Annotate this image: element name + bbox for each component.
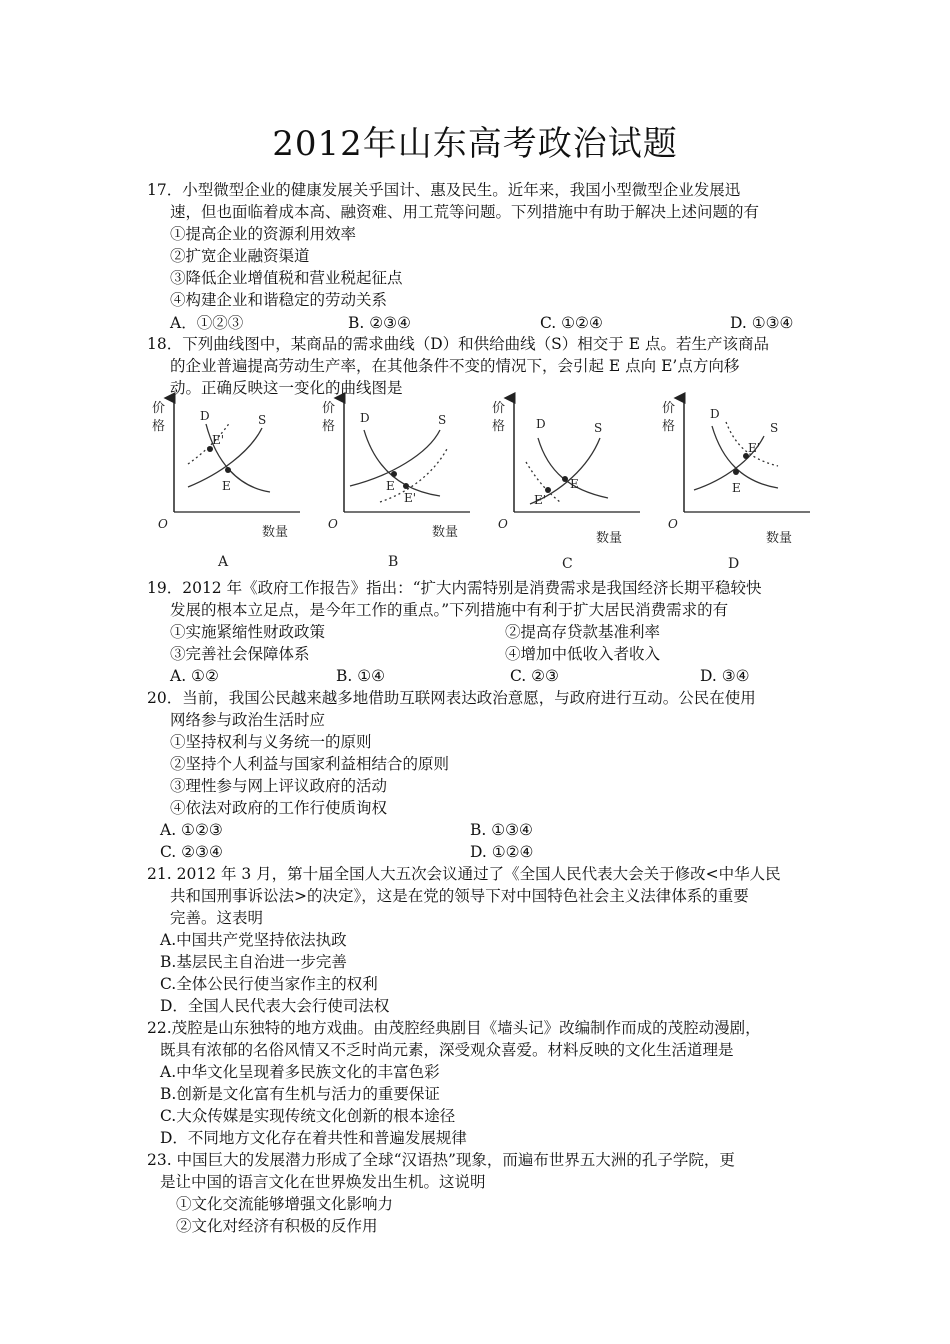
point-e bbox=[391, 471, 397, 477]
point-e-label: E bbox=[386, 479, 395, 493]
option-d: D. ①②④ bbox=[470, 843, 534, 861]
option-b: B.基层民主自治进一步完善 bbox=[160, 953, 347, 971]
statement-item: ①坚持权利与义务统一的原则 bbox=[170, 733, 372, 751]
option-a: A.中华文化呈现着多民族文化的丰富色彩 bbox=[160, 1063, 440, 1081]
statement-item: ②文化对经济有积极的反作用 bbox=[176, 1217, 378, 1235]
question-text: 18．下列曲线图中，某商品的需求曲线（D）和供给曲线（S）相交于 E 点。若生产该商品 bbox=[147, 335, 769, 353]
option-d: D. ①③④ bbox=[730, 314, 794, 332]
point-e bbox=[225, 467, 231, 473]
panel-label: C bbox=[562, 556, 573, 572]
statement-item: ②坚持个人利益与国家利益相结合的原则 bbox=[170, 755, 450, 773]
option-a: A．①②③ bbox=[170, 314, 244, 332]
option-b: B.创新是文化富有生机与活力的重要保证 bbox=[160, 1085, 440, 1103]
statement-item: ②提高存贷款基准利率 bbox=[505, 623, 661, 641]
option-c: C. ①②④ bbox=[540, 314, 603, 332]
price-label: 价 bbox=[152, 401, 166, 416]
statement-item: ③完善社会保障体系 bbox=[170, 645, 310, 663]
origin-label: O bbox=[158, 517, 168, 531]
graph-d bbox=[662, 398, 810, 572]
price-label: 价 bbox=[662, 401, 676, 416]
price-label: 价 bbox=[492, 401, 506, 416]
demand-label: D bbox=[200, 409, 210, 423]
point-e-prime-label: E' bbox=[748, 441, 761, 455]
price-label: 价 bbox=[322, 401, 336, 416]
panel-label: D bbox=[728, 556, 740, 572]
quantity-label: 数量 bbox=[766, 531, 793, 546]
point-e bbox=[562, 476, 568, 482]
option-c: C.大众传媒是实现传统文化创新的根本途径 bbox=[160, 1107, 456, 1125]
page-title: 2012年山东高考政治试题 bbox=[272, 124, 678, 164]
point-e-prime-label: E' bbox=[534, 493, 547, 507]
panel-label: B bbox=[388, 554, 399, 570]
origin-label: O bbox=[498, 517, 508, 531]
demand-curve bbox=[364, 430, 440, 496]
point-e-label: E bbox=[570, 477, 579, 491]
option-a: A.中国共产党坚持依法执政 bbox=[160, 931, 347, 949]
point-e-prime bbox=[403, 483, 409, 489]
question-text: 19．2012 年《政府工作报告》指出：“扩大内需特别是消费需求是我国经济长期平稳较快 bbox=[147, 579, 762, 597]
quantity-label: 数量 bbox=[596, 531, 623, 546]
quantity-label: 数量 bbox=[432, 525, 459, 540]
statement-item: ④构建企业和谐稳定的劳动关系 bbox=[170, 291, 388, 309]
question-text: 17．小型微型企业的健康发展关乎国计、惠及民生。近年来，我国小型微型企业发展迅 bbox=[147, 181, 741, 199]
price-label: 格 bbox=[492, 419, 506, 434]
quantity-label: 数量 bbox=[262, 525, 289, 540]
question-text: 21. 2012 年 3 月，第十届全国人大五次会议通过了《全国人民代表大会关于修改<中华人民 bbox=[147, 865, 781, 883]
option-b: B. ①④ bbox=[336, 667, 386, 685]
option-d: D．全国人民代表大会行使司法权 bbox=[160, 997, 390, 1015]
point-e-prime-label: E' bbox=[212, 433, 225, 447]
option-d: D. ③④ bbox=[700, 667, 750, 685]
statement-item: ③理性参与网上评议政府的活动 bbox=[170, 777, 388, 795]
demand-label: D bbox=[360, 411, 370, 425]
point-e-prime-label: E' bbox=[404, 491, 417, 505]
question-text: 网络参与政治生活时应 bbox=[170, 711, 326, 729]
question-text: 动。正确反映这一变化的曲线图是 bbox=[170, 379, 403, 397]
statement-item: ①文化交流能够增强文化影响力 bbox=[176, 1195, 394, 1213]
question-text: 发展的根本立足点，是今年工作的重点。”下列措施中有利于扩大居民消费需求的有 bbox=[170, 601, 729, 619]
statement-item: ②扩宽企业融资渠道 bbox=[170, 247, 310, 265]
demand-label: D bbox=[710, 407, 720, 421]
panel-label: A bbox=[218, 554, 229, 570]
option-d: D．不同地方文化存在着共性和普遍发展规律 bbox=[160, 1129, 467, 1147]
statement-item: ④依法对政府的工作行使质询权 bbox=[170, 799, 388, 817]
demand-label: D bbox=[536, 417, 546, 431]
question-text: 23. 中国巨大的发展潜力形成了全球“汉语热”现象，而遍布世界五大洲的孔子学院，更 bbox=[147, 1151, 735, 1169]
graph-a bbox=[152, 398, 300, 570]
graph-b bbox=[322, 398, 470, 570]
supply-label: S bbox=[438, 413, 447, 427]
question-text: 的企业普遍提高劳动生产率，在其他条件不变的情况下，会引起 E 点向 E’点方向移 bbox=[170, 357, 740, 375]
price-label: 格 bbox=[322, 419, 336, 434]
supply-demand-graphs bbox=[150, 392, 810, 572]
origin-label: O bbox=[328, 517, 338, 531]
question-text: 20．当前，我国公民越来越多地借助互联网表达政治意愿，与政府进行互动。公民在使用 bbox=[147, 689, 756, 707]
origin-label: O bbox=[668, 517, 678, 531]
option-c: C. ②③④ bbox=[160, 843, 223, 861]
option-a: A. ①②③ bbox=[160, 821, 223, 839]
supply-label: S bbox=[258, 413, 267, 427]
option-a: A. ①② bbox=[170, 667, 219, 685]
supply-label: S bbox=[770, 421, 779, 435]
option-b: B. ②③④ bbox=[348, 314, 411, 332]
point-e-label: E bbox=[732, 481, 741, 495]
supply-label: S bbox=[594, 421, 603, 435]
question-text: 是让中国的语言文化在世界焕发出生机。这说明 bbox=[160, 1173, 486, 1191]
price-label: 格 bbox=[152, 419, 166, 434]
question-text: 共和国刑事诉讼法>的决定》，这是在党的领导下对中国特色社会主义法律体系的重要 bbox=[170, 887, 749, 905]
price-label: 格 bbox=[662, 419, 676, 434]
option-c: C. ②③ bbox=[510, 667, 559, 685]
question-text: 速，但也面临着成本高、融资难、用工荒等问题。下列措施中有助于解决上述问题的有 bbox=[170, 203, 760, 221]
question-text: 22.茂腔是山东独特的地方戏曲。由茂腔经典剧目《墙头记》改编制作而成的茂腔动漫剧， bbox=[147, 1019, 761, 1037]
option-c: C.全体公民行使当家作主的权利 bbox=[160, 975, 378, 993]
statement-item: ④增加中低收入者收入 bbox=[505, 645, 661, 663]
statement-item: ①实施紧缩性财政政策 bbox=[170, 623, 326, 641]
question-text: 既具有浓郁的名俗风情又不乏时尚元素，深受观众喜爱。材料反映的文化生活道理是 bbox=[160, 1041, 734, 1059]
point-e-label: E bbox=[222, 479, 231, 493]
option-b: B. ①③④ bbox=[470, 821, 533, 839]
statement-item: ③降低企业增值税和营业税起征点 bbox=[170, 269, 403, 287]
question-text: 完善。这表明 bbox=[170, 909, 264, 927]
statement-item: ①提高企业的资源利用效率 bbox=[170, 225, 357, 243]
point-e bbox=[733, 469, 739, 475]
graph-c bbox=[492, 398, 640, 572]
